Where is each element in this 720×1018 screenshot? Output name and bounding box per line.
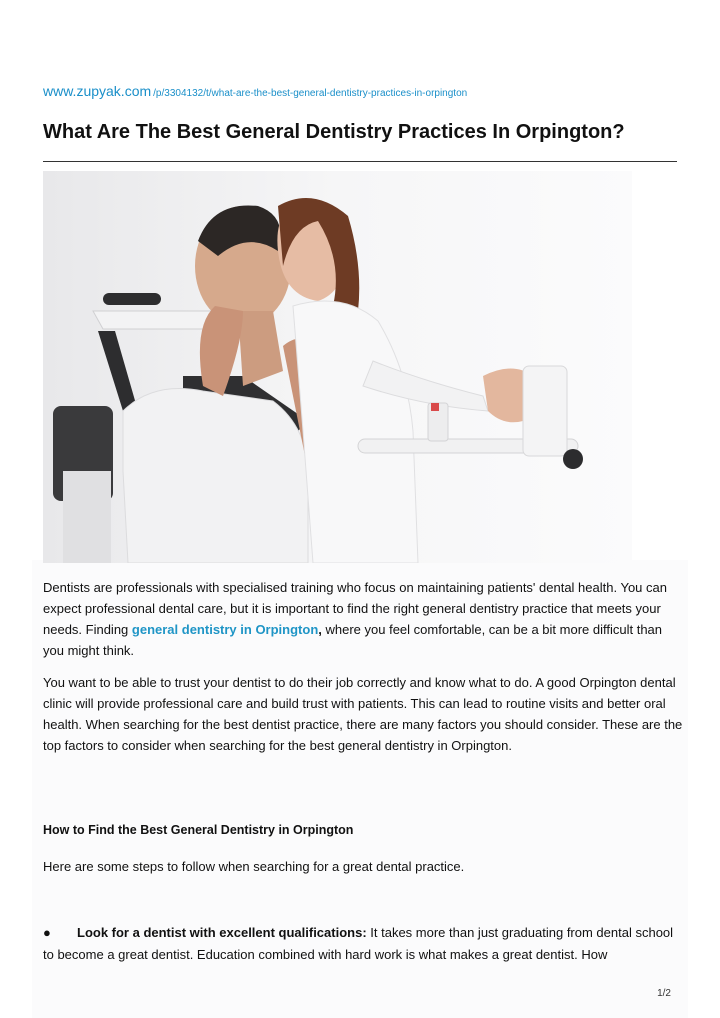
trust-paragraph: You want to be able to trust your dentist to do their job correctly and know what to do. A good Orpington dental clinic will provide professional care and build trust with patients. This can lead to routine visits and better oral health. When searching for the best dentist practice, there are many factors you should consider. These are the top factors to consider when searching for the best general dentistry in Orpington.	[43, 675, 683, 753]
source-url[interactable]	[43, 83, 467, 101]
bullet-icon: ●	[43, 925, 51, 940]
source-domain[interactable]: www.zupyak.com	[43, 83, 152, 99]
intro-text-start: Dentists are professionals with specialised training who focus on maintaining patients' dental health. You can expect professional dental care, but it is important to find the right general dentistry practice that meets your needs. Finding	[43, 580, 667, 637]
bullet-text: It takes more than just graduating from dental school to become a great dentist. Education combined with hard work is what makes a great dentist. How	[43, 925, 674, 962]
source-path[interactable]: /p/3304132/t/what-are-the-best-general-dentistry-practices-in-orpington	[153, 88, 468, 99]
bullet-heading: Look for a dentist with excellent qualifications:	[77, 925, 367, 940]
title-divider	[43, 161, 677, 162]
section-heading: How to Find the Best General Dentistry in Orpington	[43, 823, 354, 837]
intro-comma: ,	[318, 622, 322, 637]
dentistry-link[interactable]: general dentistry in Orpington	[131, 622, 319, 637]
list-item	[43, 922, 683, 966]
steps-intro: Here are some steps to follow when searching for a great dental practice.	[43, 859, 465, 874]
page-number: 1/2	[657, 988, 671, 999]
hero-photo	[43, 171, 632, 563]
article-title: What Are The Best General Dentistry Practices In Orpington?	[43, 121, 625, 143]
intro-paragraph	[43, 577, 683, 661]
intro-text-end: where you feel comfortable, can be a bit more difficult than you might think.	[43, 622, 663, 658]
